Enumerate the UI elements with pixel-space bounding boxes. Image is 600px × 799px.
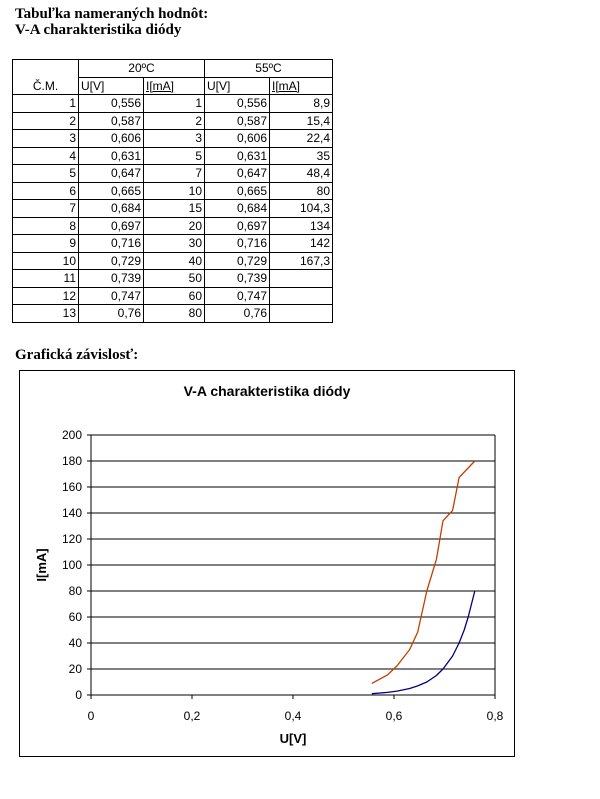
cell-i-20: 15 bbox=[144, 200, 205, 218]
cell-i-20: 30 bbox=[144, 235, 205, 253]
chart-series bbox=[372, 461, 475, 694]
cell-i-55: 167,3 bbox=[270, 252, 333, 270]
table-row bbox=[13, 130, 333, 148]
cell-u-20: 0,747 bbox=[79, 287, 144, 305]
col-header-u-20: U[V] bbox=[79, 77, 144, 95]
col-header-cm: Č.M. bbox=[13, 77, 79, 95]
cell-u-55: 0,665 bbox=[205, 182, 270, 200]
cell-cm: 13 bbox=[13, 305, 79, 323]
cell-cm: 5 bbox=[13, 165, 79, 183]
group-header-55c: 55ºC bbox=[205, 60, 333, 78]
table-row bbox=[13, 95, 333, 113]
cell-u-20: 0,697 bbox=[79, 217, 144, 235]
x-tick-label: 0,4 bbox=[284, 709, 302, 723]
cell-i-55 bbox=[270, 287, 333, 305]
cell-u-55: 0,697 bbox=[205, 217, 270, 235]
cell-u-55: 0,739 bbox=[205, 270, 270, 288]
cell-cm: 8 bbox=[13, 217, 79, 235]
cell-i-55: 80 bbox=[270, 182, 333, 200]
cell-u-55: 0,556 bbox=[205, 95, 270, 113]
cell-i-55: 15,4 bbox=[270, 112, 333, 130]
y-tick-label: 60 bbox=[68, 610, 82, 624]
y-axis-label: I[mA] bbox=[34, 548, 49, 582]
cell-i-20: 20 bbox=[144, 217, 205, 235]
cell-i-55: 8,9 bbox=[270, 95, 333, 113]
cell-cm: 10 bbox=[13, 252, 79, 270]
table-row bbox=[13, 287, 333, 305]
series-line-1 bbox=[372, 461, 475, 683]
cell-i-55: 35 bbox=[270, 147, 333, 165]
cell-u-55: 0,76 bbox=[205, 305, 270, 323]
cell-i-55: 22,4 bbox=[270, 130, 333, 148]
cell-u-55: 0,729 bbox=[205, 252, 270, 270]
cell-u-20: 0,647 bbox=[79, 165, 144, 183]
va-chart bbox=[20, 371, 514, 756]
cell-u-20: 0,739 bbox=[79, 270, 144, 288]
cell-u-20: 0,76 bbox=[79, 305, 144, 323]
table-row bbox=[13, 217, 333, 235]
y-tick-label: 160 bbox=[61, 480, 82, 494]
y-tick-label: 20 bbox=[68, 662, 82, 676]
cell-u-20: 0,556 bbox=[79, 95, 144, 113]
cell-i-20: 50 bbox=[144, 270, 205, 288]
y-tick-label: 140 bbox=[61, 506, 82, 520]
table-column-header-row bbox=[13, 77, 333, 95]
cell-cm: 4 bbox=[13, 147, 79, 165]
cell-cm: 3 bbox=[13, 130, 79, 148]
table-row bbox=[13, 235, 333, 253]
table-corner-cell bbox=[13, 60, 79, 78]
cell-u-20: 0,729 bbox=[79, 252, 144, 270]
cell-i-20: 3 bbox=[144, 130, 205, 148]
cell-u-55: 0,684 bbox=[205, 200, 270, 218]
cell-u-20: 0,665 bbox=[79, 182, 144, 200]
cell-u-55: 0,647 bbox=[205, 165, 270, 183]
cell-i-20: 5 bbox=[144, 147, 205, 165]
cell-cm: 6 bbox=[13, 182, 79, 200]
chart-frame bbox=[19, 370, 515, 757]
cell-u-20: 0,716 bbox=[79, 235, 144, 253]
x-axis-ticks bbox=[88, 695, 504, 723]
col-header-u-55: U[V] bbox=[205, 77, 270, 95]
cell-u-55: 0,631 bbox=[205, 147, 270, 165]
y-tick-label: 40 bbox=[68, 636, 82, 650]
cell-i-20: 2 bbox=[144, 112, 205, 130]
x-axis-label: U[V] bbox=[279, 731, 307, 746]
graph-heading: Grafická závislosť: bbox=[15, 347, 139, 363]
x-tick-label: 0,8 bbox=[486, 709, 504, 723]
x-tick-label: 0,6 bbox=[385, 709, 403, 723]
cell-cm: 1 bbox=[13, 95, 79, 113]
cell-cm: 9 bbox=[13, 235, 79, 253]
cell-cm: 11 bbox=[13, 270, 79, 288]
y-tick-label: 0 bbox=[75, 688, 82, 702]
cell-i-20: 7 bbox=[144, 165, 205, 183]
table-body bbox=[13, 95, 333, 323]
group-header-20c: 20ºC bbox=[79, 60, 205, 78]
x-tick-label: 0 bbox=[87, 709, 95, 723]
cell-u-20: 0,587 bbox=[79, 112, 144, 130]
cell-cm: 12 bbox=[13, 287, 79, 305]
cell-u-20: 0,631 bbox=[79, 147, 144, 165]
cell-i-55: 134 bbox=[270, 217, 333, 235]
table-row bbox=[13, 147, 333, 165]
cell-i-55: 48,4 bbox=[270, 165, 333, 183]
table-subtitle: V-A charakteristika diódy bbox=[15, 22, 182, 38]
table-row bbox=[13, 270, 333, 288]
table-row bbox=[13, 200, 333, 218]
cell-u-55: 0,716 bbox=[205, 235, 270, 253]
table-title: Tabuľka nameraných hodnôt: bbox=[15, 6, 209, 22]
cell-i-55 bbox=[270, 270, 333, 288]
x-tick-label: 0,2 bbox=[183, 709, 201, 723]
cell-u-55: 0,587 bbox=[205, 112, 270, 130]
chart-title: V-A charakteristika diódy bbox=[183, 383, 351, 399]
cell-i-20: 80 bbox=[144, 305, 205, 323]
cell-i-20: 1 bbox=[144, 95, 205, 113]
table-group-header-row bbox=[13, 60, 333, 78]
cell-u-20: 0,684 bbox=[79, 200, 144, 218]
table-row bbox=[13, 252, 333, 270]
y-tick-label: 100 bbox=[61, 558, 82, 572]
col-header-i-55: I[mA] bbox=[270, 77, 333, 95]
y-axis-ticks bbox=[62, 428, 91, 702]
y-tick-label: 200 bbox=[61, 428, 82, 442]
cell-i-20: 60 bbox=[144, 287, 205, 305]
cell-i-55 bbox=[270, 305, 333, 323]
table-row bbox=[13, 305, 333, 323]
y-tick-label: 120 bbox=[61, 532, 82, 546]
cell-i-20: 10 bbox=[144, 182, 205, 200]
cell-i-55: 104,3 bbox=[270, 200, 333, 218]
y-tick-label: 80 bbox=[68, 584, 82, 598]
table-row bbox=[13, 112, 333, 130]
measurement-table bbox=[12, 59, 333, 323]
cell-i-20: 40 bbox=[144, 252, 205, 270]
table-row bbox=[13, 182, 333, 200]
table-row bbox=[13, 165, 333, 183]
cell-i-55: 142 bbox=[270, 235, 333, 253]
cell-u-55: 0,606 bbox=[205, 130, 270, 148]
cell-cm: 2 bbox=[13, 112, 79, 130]
cell-u-55: 0,747 bbox=[205, 287, 270, 305]
cell-u-20: 0,606 bbox=[79, 130, 144, 148]
col-header-i-20: I[mA] bbox=[144, 77, 205, 95]
cell-cm: 7 bbox=[13, 200, 79, 218]
y-tick-label: 180 bbox=[61, 454, 82, 468]
